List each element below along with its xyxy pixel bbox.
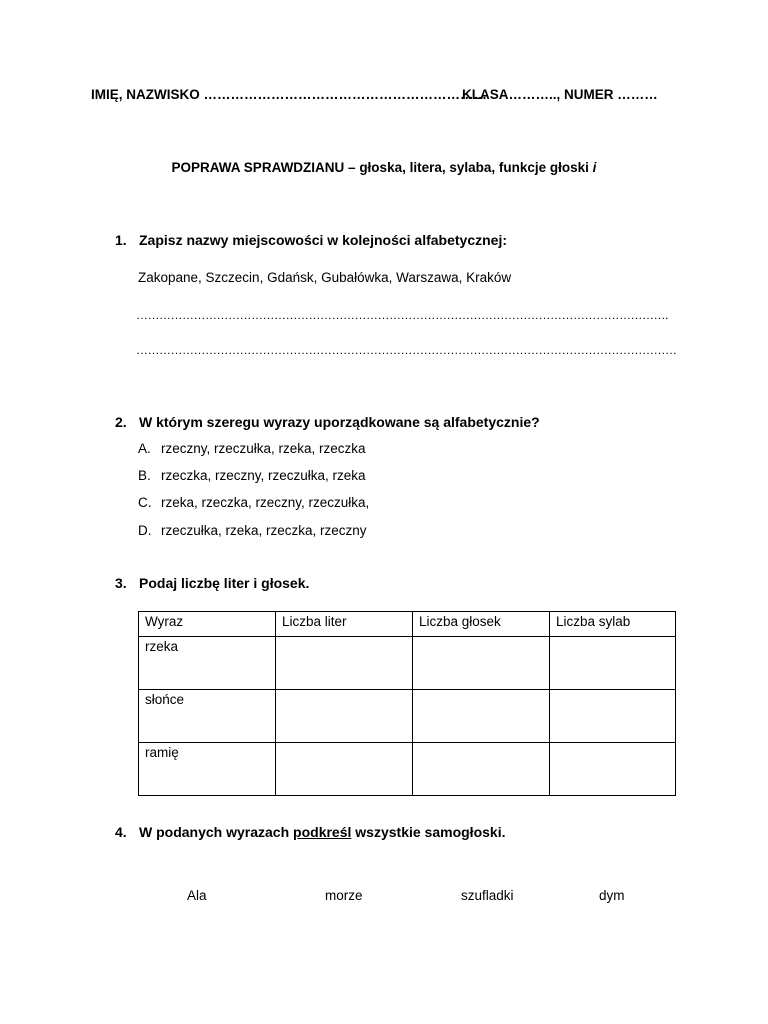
table-row: [139, 743, 676, 796]
table-cell-empty[interactable]: [276, 690, 413, 743]
option-letter: C.: [138, 495, 152, 510]
table-header-cell: Wyraz: [139, 612, 276, 637]
table-cell-word: słońce: [139, 690, 276, 743]
table-header-row: [139, 612, 676, 637]
question-text-end: wszystkie samogłoski.: [351, 824, 506, 840]
option-a: [138, 441, 366, 456]
question-text: W którym szeregu wyrazy uporządkowane są alfabetycznie?: [139, 414, 540, 430]
letters-sounds-table: [138, 611, 676, 796]
page-title: [0, 160, 768, 175]
name-field-label: IMIĘ, NAZWISKO ………………………………………………………: [91, 87, 487, 102]
table-cell-empty[interactable]: [276, 637, 413, 690]
option-text: rzeczny, rzeczułka, rzeka, rzeczka: [161, 441, 366, 456]
places-list: Zakopane, Szczecin, Gdańsk, Gubałówka, Warszawa, Kraków: [138, 270, 512, 285]
table-cell-empty[interactable]: [413, 743, 550, 796]
word-item: dym: [599, 888, 625, 903]
question-text: W podanych wyrazach: [139, 824, 294, 840]
table-cell-empty[interactable]: [413, 637, 550, 690]
question-1: [115, 232, 507, 248]
question-text: Zapisz nazwy miejscowości w kolejności alfabetycznej:: [139, 232, 508, 248]
option-letter: B.: [138, 468, 151, 483]
question-number: 1.: [115, 232, 127, 248]
table-cell-word: ramię: [139, 743, 276, 796]
option-letter: A.: [138, 441, 151, 456]
question-number: 4.: [115, 824, 127, 840]
answer-line-1: ………………………………………………………………………………………………………………………….: [136, 308, 668, 322]
question-3: [115, 575, 309, 591]
option-c: [138, 495, 369, 510]
page-title-text: POPRAWA SPRAWDZIANU – głoska, litera, sylaba, funkcje głoski: [171, 160, 593, 175]
class-number-field-label: KLASA……….., NUMER ………: [462, 87, 658, 102]
table-header-cell: Liczba głosek: [413, 612, 550, 637]
question-number: 2.: [115, 414, 127, 430]
table-header-cell: Liczba sylab: [550, 612, 676, 637]
option-text: rzeczułka, rzeka, rzeczka, rzeczny: [161, 523, 367, 538]
table-cell-empty[interactable]: [413, 690, 550, 743]
question-number: 3.: [115, 575, 127, 591]
table-cell-word: rzeka: [139, 637, 276, 690]
answer-line-2: ……………………………………………………………………………………………………………………………: [136, 343, 676, 357]
page-title-italic: i: [592, 160, 597, 175]
table-cell-empty[interactable]: [276, 743, 413, 796]
table-cell-empty[interactable]: [550, 690, 676, 743]
question-2: [115, 414, 540, 430]
question-text: Podaj liczbę liter i głosek.: [139, 575, 310, 591]
option-text: rzeczka, rzeczny, rzeczułka, rzeka: [161, 468, 366, 483]
question-4: [115, 824, 505, 840]
table-row: [139, 690, 676, 743]
option-text: rzeka, rzeczka, rzeczny, rzeczułka,: [161, 495, 370, 510]
word-item: Ala: [187, 888, 207, 903]
option-b: [138, 468, 366, 483]
word-item: szufladki: [461, 888, 514, 903]
question-text-underlined: podkreśl: [293, 824, 352, 840]
option-letter: D.: [138, 523, 152, 538]
word-item: morze: [325, 888, 363, 903]
table-cell-empty[interactable]: [550, 637, 676, 690]
table-cell-empty[interactable]: [550, 743, 676, 796]
table-row: [139, 637, 676, 690]
table-header-cell: Liczba liter: [276, 612, 413, 637]
option-d: [138, 523, 367, 538]
